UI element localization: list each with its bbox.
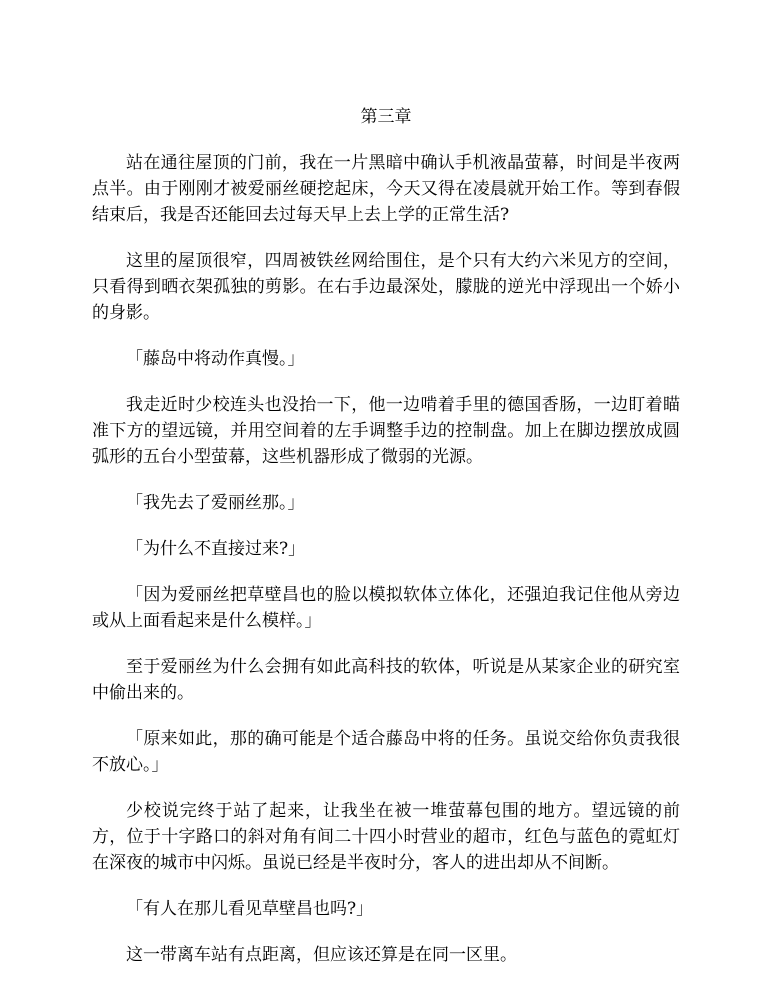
paragraph: 我走近时少校连头也没抬一下，他一边啃着手里的德国香肠，一边盯着瞄准下方的望远镜，并用空间着的左手调整手边的控制盘。加上在脚边摆放成圆弧形的五台小型萤幕，这些机器形成了微弱的光源。 [92,395,680,467]
dialogue-paragraph: 「为什么不直接过来?」 [126,539,306,559]
chapter-title: 第三章 [360,107,412,127]
dialogue-paragraph: 「藤岛中将动作真慢。」 [126,349,305,369]
paragraph: 至于爱丽丝为什么会拥有如此高科技的软体，听说是从某家企业的研究室中偷出来的。 [92,657,680,703]
paragraph: 这一带离车站有点距离，但应该还算是在同一区里。 [126,945,517,965]
paragraph: 这里的屋顶很窄，四周被铁丝网给围住，是个只有大约六米见方的空间，只看得到晒衣架孤独的剪影。在右手边最深处，朦胧的逆光中浮现出一个娇小的身影。 [92,251,680,323]
paragraph: 站在通往屋顶的门前，我在一片黑暗中确认手机液晶萤幕，时间是半夜两点半。由于刚刚才被爱丽丝硬挖起床，今天又得在凌晨就开始工作。等到春假结束后，我是否还能回去过每天早上去上学的正常生活? [92,153,680,225]
document-page [92,104,680,988]
dialogue-paragraph: 「原来如此，那的确可能是个适合藤岛中将的任务。虽说交给你负责我很不放心。」 [92,729,680,775]
paragraph: 少校说完终于站了起来，让我坐在被一堆萤幕包围的地方。望远镜的前方，位于十字路口的斜对角有间二十四小时营业的超市，红色与蓝色的霓虹灯在深夜的城市中闪烁。虽说已经是半夜时分，客人的进出却从不间断。 [92,801,680,873]
dialogue-paragraph: 「因为爱丽丝把草壁昌也的脸以模拟软体立体化，还强迫我记住他从旁边或从上面看起来是什么模样。」 [92,585,680,631]
dialogue-paragraph: 「有人在那儿看见草壁昌也吗?」 [126,899,374,919]
dialogue-paragraph: 「我先去了爱丽丝那。」 [126,493,305,513]
